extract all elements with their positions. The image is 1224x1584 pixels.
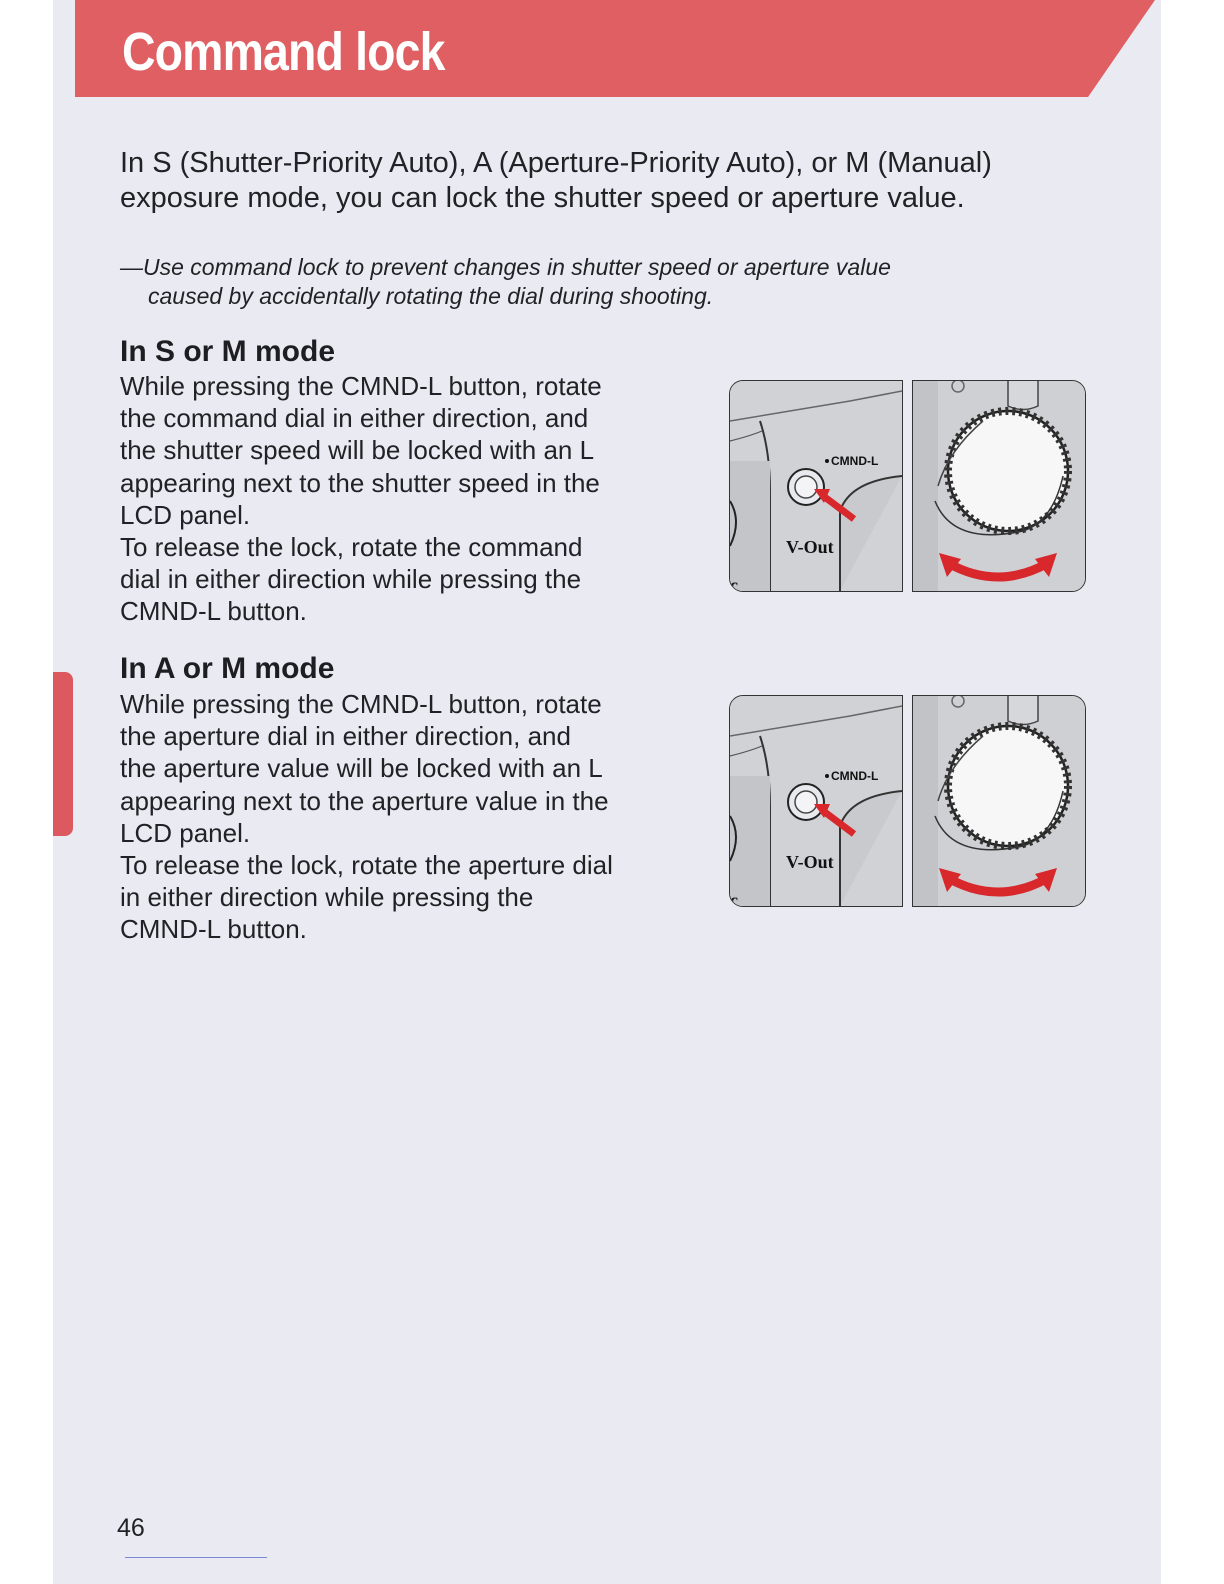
body-line: appearing next to the aperture value in the — [120, 785, 609, 816]
v-out-label: V-Out — [786, 537, 834, 557]
note-paragraph — [120, 253, 1080, 311]
body-line: appearing next to the shutter speed in the — [120, 467, 600, 498]
page-underline-divider — [125, 1557, 267, 1558]
page-title: Command lock — [122, 22, 445, 82]
aperture-dial-illustration — [912, 695, 1086, 907]
command-dial-illustration — [912, 380, 1086, 592]
body-line: dial in either direction while pressing the — [120, 564, 582, 595]
note-line: —Use command lock to prevent changes in shutter speed or aperture value — [120, 254, 891, 280]
figure-command-dial — [729, 380, 1087, 592]
chapter-tab-marker — [53, 672, 73, 836]
section-body-s-or-m — [120, 370, 720, 628]
section-heading-a-or-m: In A or M mode — [120, 652, 335, 685]
v-out-label: V-Out — [786, 852, 834, 872]
page-number: 46 — [117, 1514, 145, 1542]
body-line: CMND-L button. — [120, 914, 307, 945]
section-body-a-or-m — [120, 688, 720, 946]
note-line: caused by accidentally rotating the dial during shooting. — [148, 283, 714, 309]
body-line: the shutter speed will be locked with an L — [120, 435, 595, 466]
body-line: CMND-L button. — [120, 596, 307, 627]
body-line: To release the lock, rotate the aperture dial — [120, 850, 613, 881]
section-heading-s-or-m: In S or M mode — [120, 335, 336, 368]
body-line: in either direction while pressing the — [120, 882, 534, 913]
body-line: LCD panel. — [120, 499, 251, 530]
body-line: the command dial in either direction, and — [120, 403, 589, 434]
body-line: To release the lock, rotate the command — [120, 532, 583, 563]
body-line: While pressing the CMND-L button, rotate — [120, 689, 602, 719]
figure-aperture-dial — [729, 695, 1087, 907]
cmnd-l-button-illustration — [729, 380, 903, 592]
body-line: the aperture value will be locked with an L — [120, 753, 603, 784]
intro-paragraph: In S (Shutter-Priority Auto), A (Aperture-Priority Auto), or M (Manual) exposure mode, you can lock the shutter speed or aperture value. — [120, 147, 992, 214]
cmnd-l-label: CMND-L — [831, 769, 879, 783]
svg-text:c: c — [730, 890, 738, 906]
svg-text:c: c — [730, 575, 738, 591]
body-line: the aperture dial in either direction, and — [120, 721, 571, 752]
body-line: While pressing the CMND-L button, rotate — [120, 371, 602, 401]
cmnd-l-label: CMND-L — [831, 454, 879, 468]
cmnd-l-button-illustration — [729, 695, 903, 907]
body-line: LCD panel. — [120, 817, 251, 848]
